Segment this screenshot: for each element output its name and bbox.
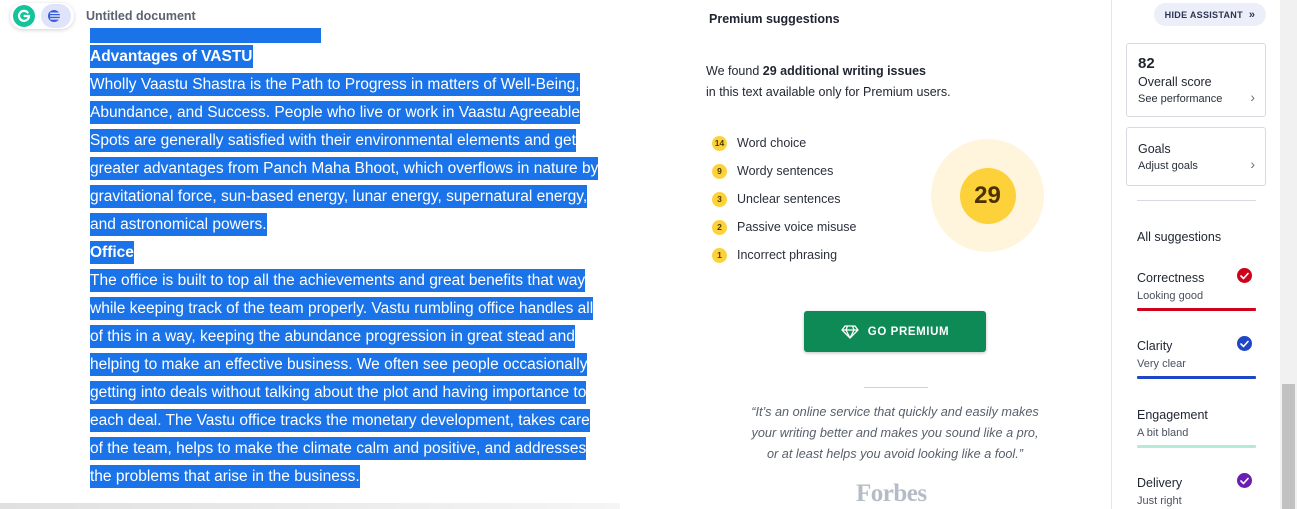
issue-count-badge: 3 bbox=[712, 192, 727, 207]
assistant-sidebar bbox=[1111, 0, 1280, 509]
selected-text: Spots are generally satisfied with their environmental elements and get bbox=[90, 129, 576, 152]
editor-lines[interactable] bbox=[90, 43, 630, 491]
issue-label: Unclear sentences bbox=[737, 192, 841, 206]
category-engagement[interactable] bbox=[1137, 408, 1256, 450]
grammarly-g-icon[interactable] bbox=[13, 5, 35, 27]
issue-count-badge: 14 bbox=[712, 136, 727, 151]
issue-row bbox=[712, 157, 857, 185]
go-premium-button[interactable] bbox=[804, 311, 986, 352]
selection-sliver bbox=[90, 28, 630, 43]
text-editor[interactable] bbox=[90, 28, 630, 491]
paragraph-line[interactable] bbox=[90, 407, 630, 435]
category-correctness[interactable] bbox=[1137, 271, 1256, 313]
section-heading-line[interactable] bbox=[90, 239, 630, 267]
issue-label: Word choice bbox=[737, 136, 807, 150]
issue-row bbox=[712, 213, 857, 241]
selected-text: Wholly Vaastu Shastra is the Path to Progress in matters of Well-Being, bbox=[90, 73, 580, 96]
category-status: Just right bbox=[1137, 495, 1182, 507]
intro-bold: 29 additional writing issues bbox=[762, 64, 926, 78]
issue-label: Incorrect phrasing bbox=[737, 248, 838, 262]
adjust-goals-link[interactable]: Adjust goals bbox=[1138, 160, 1198, 172]
section-heading-line[interactable] bbox=[90, 43, 630, 71]
selected-text: The office is built to top all the achievements and great benefits that way bbox=[90, 269, 585, 292]
overall-score-label: Overall score bbox=[1138, 75, 1212, 89]
intro-prefix: We found bbox=[706, 64, 763, 78]
chevron-right-icon: › bbox=[1250, 156, 1255, 172]
paragraph-line[interactable] bbox=[90, 127, 630, 155]
total-issues-count: 29 bbox=[960, 168, 1016, 224]
selected-text: while keeping track of the team properly. Vastu rumbling office handles all bbox=[90, 297, 593, 320]
selected-text: Abundance, and Success. People who live or work in Vaastu Agreeable bbox=[90, 101, 580, 124]
paragraph-line[interactable] bbox=[90, 211, 630, 239]
goals-label: Goals bbox=[1138, 142, 1171, 156]
doc-header bbox=[10, 3, 196, 29]
paragraph-line[interactable] bbox=[90, 463, 630, 491]
selected-text: getting into deals without talking about the plot and having importance to bbox=[90, 381, 586, 404]
selected-text: Advantages of VASTU bbox=[90, 45, 253, 68]
category-clarity[interactable] bbox=[1137, 339, 1256, 381]
intro-line2: in this text available only for Premium users. bbox=[706, 85, 951, 99]
checkmark-icon bbox=[1237, 473, 1252, 488]
selected-text: gravitational force, sun-based energy, lunar energy, supernatural energy, bbox=[90, 185, 587, 208]
category-name: Engagement bbox=[1137, 408, 1208, 422]
selected-text: helping to make an effective business. We often see people occasionally bbox=[90, 353, 587, 376]
scrollbar-thumb[interactable] bbox=[1282, 384, 1295, 509]
goals-card[interactable] bbox=[1126, 127, 1266, 186]
document-title[interactable]: Untitled document bbox=[86, 9, 196, 23]
issue-count-badge: 2 bbox=[712, 220, 727, 235]
issue-row bbox=[712, 241, 857, 269]
paragraph-line[interactable] bbox=[90, 99, 630, 127]
quote-line: your writing better and makes you sound like a pro, bbox=[751, 426, 1039, 440]
selected-text: Office bbox=[90, 241, 134, 264]
hide-assistant-button[interactable] bbox=[1154, 3, 1266, 26]
category-bar bbox=[1137, 445, 1256, 448]
issue-list bbox=[712, 129, 857, 269]
paragraph-line[interactable] bbox=[90, 71, 630, 99]
premium-panel bbox=[700, 0, 1100, 509]
category-name: Correctness bbox=[1137, 271, 1205, 285]
editor-bottom-shadow bbox=[0, 503, 620, 509]
chevron-right-icon: › bbox=[1250, 89, 1255, 105]
all-suggestions-label[interactable]: All suggestions bbox=[1137, 230, 1222, 244]
paragraph-line[interactable] bbox=[90, 323, 630, 351]
paragraph-line[interactable] bbox=[90, 379, 630, 407]
selected-text: the problems that arise in the business. bbox=[90, 465, 360, 488]
sidebar-divider bbox=[1137, 200, 1256, 201]
overall-score-value: 82 bbox=[1138, 55, 1155, 72]
category-delivery[interactable] bbox=[1137, 476, 1256, 509]
diamond-icon bbox=[841, 325, 859, 339]
paragraph-line[interactable] bbox=[90, 351, 630, 379]
selected-text: of this in a way, keeping the abundance progression in great stead and bbox=[90, 325, 575, 348]
see-performance-link[interactable]: See performance bbox=[1138, 93, 1223, 105]
toolbar-pill bbox=[10, 3, 74, 29]
total-issues-ring bbox=[931, 139, 1044, 252]
quote-divider bbox=[864, 387, 928, 388]
quote-line: or at least helps you avoid looking like a fool.” bbox=[766, 447, 1023, 461]
paragraph-line[interactable] bbox=[90, 435, 630, 463]
issue-count-badge: 9 bbox=[712, 164, 727, 179]
category-bar bbox=[1137, 308, 1256, 311]
paragraph-line[interactable] bbox=[90, 295, 630, 323]
issue-label: Wordy sentences bbox=[737, 164, 834, 178]
document-menu-icon[interactable] bbox=[41, 4, 71, 28]
category-name: Delivery bbox=[1137, 476, 1183, 490]
paragraph-line[interactable] bbox=[90, 155, 630, 183]
category-bar bbox=[1137, 376, 1256, 379]
paragraph-line[interactable] bbox=[90, 183, 630, 211]
selected-text: greater advantages from Panch Maha Bhoot, which overflows in nature by bbox=[90, 157, 598, 180]
issue-label: Passive voice misuse bbox=[737, 220, 857, 234]
category-status: Looking good bbox=[1137, 290, 1204, 302]
testimonial-quote bbox=[720, 402, 1070, 465]
category-name: Clarity bbox=[1137, 339, 1173, 353]
category-status: A bit bland bbox=[1137, 427, 1189, 439]
premium-intro bbox=[706, 61, 951, 103]
issue-row bbox=[712, 185, 857, 213]
checkmark-icon bbox=[1237, 336, 1252, 351]
quote-line: “It’s an online service that quickly and easily makes bbox=[751, 405, 1039, 419]
selected-text: each deal. The Vastu office tracks the monetary development, takes care bbox=[90, 409, 590, 432]
premium-title: Premium suggestions bbox=[709, 12, 840, 26]
selected-text: and astronomical powers. bbox=[90, 213, 267, 236]
overall-score-card[interactable] bbox=[1126, 43, 1266, 117]
double-chevron-right-icon: » bbox=[1248, 8, 1256, 21]
selected-text: of the team, helps to make the climate calm and positive, and addresses bbox=[90, 437, 586, 460]
forbes-logo: Forbes bbox=[856, 480, 927, 507]
hide-assistant-label: HIDE ASSISTANT bbox=[1164, 9, 1243, 20]
paragraph-line[interactable] bbox=[90, 267, 630, 295]
issue-row bbox=[712, 129, 857, 157]
category-status: Very clear bbox=[1137, 358, 1186, 370]
issue-count-badge: 1 bbox=[712, 248, 727, 263]
checkmark-icon bbox=[1237, 268, 1252, 283]
go-premium-label: GO PREMIUM bbox=[867, 325, 950, 338]
